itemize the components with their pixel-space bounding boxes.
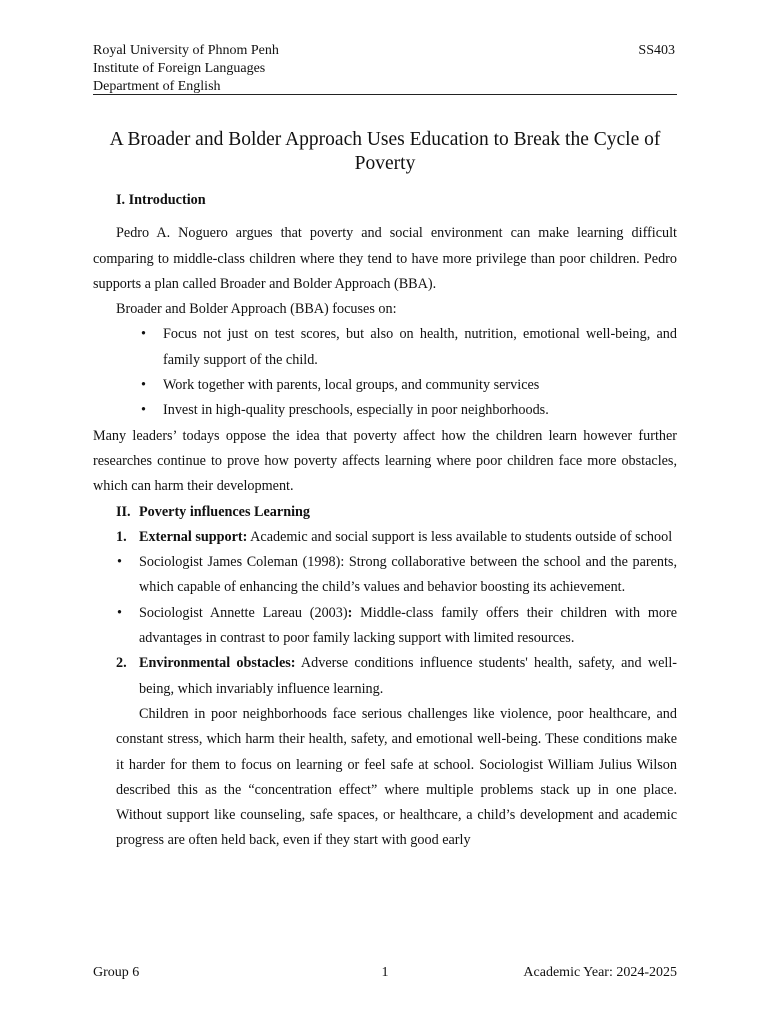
section-title: Poverty influences Learning (139, 503, 311, 520)
bba-focus-list (93, 322, 677, 423)
numbered-item-1 (93, 525, 677, 550)
intro-paragraph-2: Broader and Bolder Approach (BBA) focuses on: (116, 301, 397, 318)
list-item: • Work together with parents, local groups, and community services (93, 373, 677, 398)
list-item: • Focus not just on test scores, but also on health, nutrition, emotional well-being, and family support of the child. (93, 322, 677, 373)
bullet-label: Sociologist Annette Lareau (2003) (139, 604, 348, 621)
intro-paragraph-1: Pedro A. Noguero argues that poverty and social environment can make learning difficult comparing to middle-class children where they tend to have more privilege than poor children. Pedro supports a plan called Broader and Bolder Approach (BBA). (93, 225, 677, 292)
page-header (93, 42, 677, 96)
section-2-heading (93, 500, 677, 525)
course-code: SS403 (638, 43, 675, 58)
item-text: Academic and social support is less available to students outside of school (247, 528, 673, 545)
lareau-bullet (93, 601, 677, 652)
intro-paragraph-3: Many leaders’ todays oppose the idea that poverty affect how the children learn however further researches continue to prove how poverty affects learning where poor children face more obstacles, which can harm their development. (93, 427, 677, 495)
institute-name: Institute of Foreign Languages (93, 61, 266, 76)
page-number: 1 (381, 965, 389, 980)
department-name: Department of English (93, 79, 221, 94)
paragraph-text: Children in poor neighborhoods face serious challenges like violence, poor healthcare, and constant stress, which harm their health, safety, and emotional well-being. These conditions make it harder for them to focus on learning or feel safe at school. Sociologist William Julius Wilson described this as the “concentration effect” where multiple problems stack up in one place. Without support like counseling, safe spaces, or healthcare, a child’s development and academic progress are often held back, even if they start with good early (116, 705, 677, 849)
coleman-bullet (93, 550, 677, 601)
header-divider (93, 94, 677, 95)
document-body (93, 188, 677, 854)
numbered-item-2 (93, 651, 677, 702)
bullet-colon: : (347, 604, 353, 621)
intro-heading: I. Introduction (116, 192, 206, 208)
section-number: II. (116, 503, 131, 520)
item-number: 2. (116, 655, 127, 672)
item-number: 1. (116, 528, 127, 545)
footer-academic-year: Academic Year: 2024-2025 (523, 965, 677, 980)
institution-block (93, 42, 677, 96)
spacer (93, 213, 677, 221)
list-item: • Invest in high-quality preschools, especially in poor neighborhoods. (93, 398, 677, 423)
bullet-text: Middle-class family offers their children with more advantages in contrast to poor family lacking support with limited resources. (139, 604, 677, 647)
section-2-paragraph (93, 702, 677, 854)
bullet-text: Sociologist James Coleman (1998): Strong collaborative between the school and the parents, which capable of enhancing the child’s values and behavior boosting its achievement. (139, 554, 677, 596)
document-title: A Broader and Bolder Approach Uses Education to Break the Cycle of Poverty (109, 129, 661, 174)
item-label: External support: (139, 528, 248, 545)
footer-group: Group 6 (93, 965, 140, 980)
item-label: Environmental obstacles: (139, 655, 296, 672)
item-text: Adverse conditions influence students' health, safety, and well-being, which invariably influence learning. (139, 655, 677, 697)
university-name: Royal University of Phnom Penh (93, 43, 279, 58)
